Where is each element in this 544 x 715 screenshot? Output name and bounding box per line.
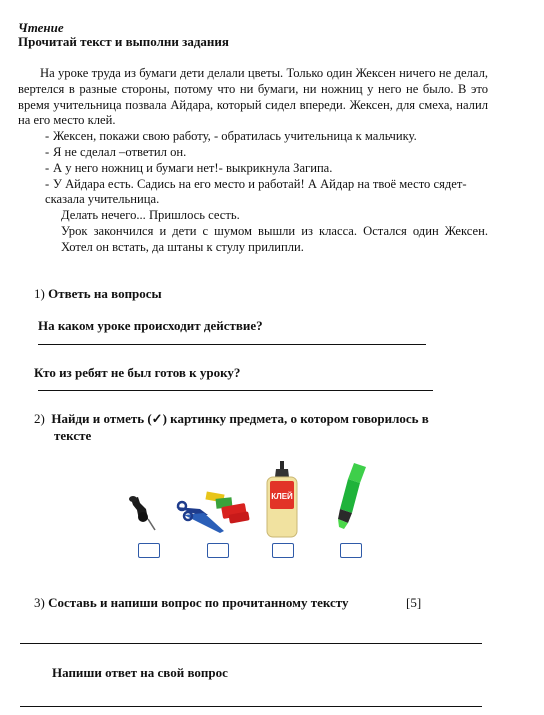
checkbox-scissors[interactable]: [207, 543, 229, 558]
answer-write-line[interactable]: [20, 706, 482, 707]
task2-title-continued: тексте: [54, 428, 92, 443]
task3-title: Составь и напиши вопрос по прочитанному тексту: [48, 595, 349, 610]
task3-points: [5]: [406, 595, 422, 610]
answer-prompt: Напиши ответ на свой вопрос: [52, 665, 228, 680]
answer-line-1[interactable]: [38, 344, 426, 345]
task1-number: 1): [34, 286, 45, 301]
page-heading: Прочитай текст и выполни задания: [18, 34, 229, 49]
checkbox-highlighter[interactable]: [340, 543, 362, 558]
story-ending-line: Делать нечего... Пришлось сесть.: [61, 208, 240, 223]
scissors-paper-icon: [174, 489, 254, 539]
section-title: Чтение: [18, 20, 64, 35]
checkbox-pushpin[interactable]: [138, 543, 160, 558]
question-1: На каком уроке происходит действие?: [38, 318, 263, 333]
checkbox-glue[interactable]: [272, 543, 294, 558]
glue-bottle-icon: [264, 459, 300, 539]
question-2: Кто из ребят не был готов к уроку?: [34, 365, 241, 380]
task2-title: Найди и отметь (✓) картинку предмета, о котором говорилось в: [51, 411, 429, 426]
highlighter-icon: [332, 461, 372, 531]
dialogue-line: - У Айдара есть. Садись на его место и работай! А Айдар на твоё место сядет-сказала учительница.: [45, 176, 467, 207]
task1-title: Ответь на вопросы: [48, 286, 162, 301]
answer-line-2[interactable]: [38, 390, 433, 391]
pushpin-icon: [124, 493, 158, 533]
story-text: [18, 66, 488, 256]
task3-header: [34, 595, 349, 611]
question-write-line[interactable]: [20, 643, 482, 644]
story-ending-paragraph: Урок закончился и дети с шумом вышли из класса. Остался один Жексен. Хотел он встать, да штаны к стулу прилипли.: [61, 223, 488, 254]
dialogue-line: - Жексен, покажи свою работу, - обратилась учительница к мальчику.: [45, 129, 417, 144]
task2-number: 2): [34, 411, 45, 426]
task1-header: [34, 286, 162, 302]
dialogue-line: - Я не сделал –ответил он.: [45, 144, 187, 159]
glue-label: КЛЕЙ: [271, 492, 293, 501]
task3-number: 3): [34, 595, 45, 610]
story-paragraph: На уроке труда из бумаги дети делали цветы. Только один Жексен ничего не делал, вертелся в разные стороны, потому что ни бумаги, ни ножниц у него не было. В это время учительница позвала Айдара, который сидел впереди. Жексен, для смеха, налил на его место клей.: [18, 66, 488, 128]
dialogue-line: - А у него ножниц и бумаги нет!- выкрикнула Загипа.: [45, 160, 333, 175]
picture-options: [118, 455, 388, 565]
task2-header: [34, 411, 429, 427]
